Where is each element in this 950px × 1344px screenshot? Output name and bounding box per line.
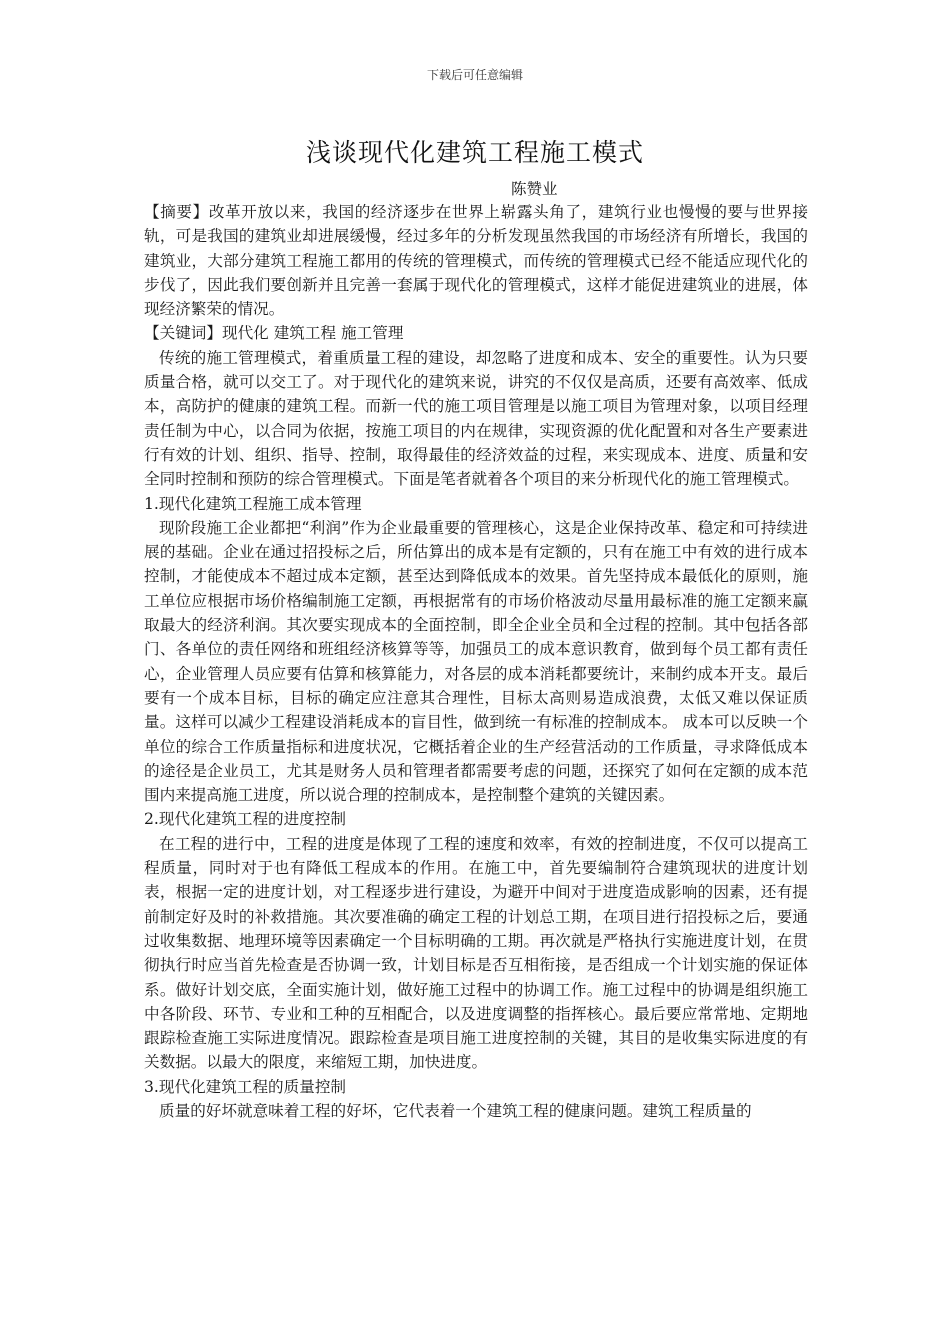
section-heading-quality: 3.现代化建筑工程的质量控制: [144, 1077, 347, 1096]
intro-paragraph: 传统的施工管理模式，着重质量工程的建设，却忽略了进度和成本、安全的重要性。认为只要质量合格，就可以交工了。对于现代化的建筑来说，讲究的不仅仅是高质，还要有高效率、低成本，高防护的健康的建筑工程。而新一代的施工项目管理是以施工项目为管理对象，以项目经理责任制为中心，以合同为依据，按施工项目的内在规律，实现资源的优化配置和对各生产要素进行有效的计划、组织、指导、控制，取得最佳的经济效益的过程，来实现成本、进度、质量和安全同时控制和预防的综合管理模式。下面是笔者就着各个项目的来分析现代化的施工管理模式。: [144, 348, 808, 489]
document-title: 浅谈现代化建筑工程施工模式: [305, 138, 644, 167]
section-paragraph-schedule: 在工程的进行中，工程的进度是体现了工程的速度和效率，有效的控制进度，不仅可以提高工程质量，同时对于也有降低工程成本的作用。在施工中，首先要编制符合建筑现状的进度计划表，根据一定的进度计划，对工程逐步进行建设，为避开中间对于进度造成影响的因素，还有提前制定好及时的补救措施。其次要准确的确定工程的计划总工期，在项目进行招投标之后，要通过收集数据、地理环境等因素确定一个目标明确的工期。再次就是严格执行实施进度计划，在贯彻执行时应当首先检查是否协调一致，计划目标是否互相衔接，是否组成一个计划实施的保证体系。做好计划交底，全面实施计划，做好施工过程中的协调工作。施工过程中的协调是组织施工中各阶段、环节、专业和工种的互相配合，以及进度调整的指挥核心。最后要应常常地、定期地跟踪检查施工实际进度情况。跟踪检查是项目施工进度控制的关键，其目的是收集实际进度的有关数据。以最大的限度，来缩短工期，加快进度。: [144, 834, 808, 1072]
section-heading-schedule: 2.现代化建筑工程的进度控制: [144, 810, 347, 829]
abstract-paragraph: 【摘要】改革开放以来，我国的经济逐步在世界上崭露头角了，建筑行业也慢慢的要与世界接轨，可是我国的建筑业却进展缓慢，经过多年的分析发现虽然我国的市场经济有所增长，我国的建筑业，大部分建筑工程施工都用的传统的管理模式，而传统的管理模式已经不能适应现代化的步伐了，因此我们要创新并且完善一套属于现代化的管理模式，这样才能促进建筑业的进展，体现经济繁荣的情况。: [144, 203, 808, 319]
section-heading-cost: 1.现代化建筑工程施工成本管理: [144, 494, 362, 513]
section-paragraph-cost: 现阶段施工企业都把“利润”作为企业最重要的管理核心，这是企业保持改革、稳定和可持续进展的基础。企业在通过招投标之后，所估算出的成本是有定额的，只有在施工中有效的进行成本控制，才能使成本不超过成本定额，甚至达到降低成本的效果。首先坚持成本最低化的原则，施工单位应根据市场价格编制施工定额，再根据常有的市场价格波动尽量用最标准的施工定额来赢取最大的经济利润。其次要实现成本的全面控制，即全企业全员和全过程的控制。其中包括各部门、各单位的责任网络和班组经济核算等等，加强员工的成本意识教育，做到每个员工都有责任心，企业管理人员应要有估算和核算能力，对各层的成本消耗都要统计，来制约成本开支。最后要有一个成本目标，目标的确定应注意其合理性，目标太高则易造成浪费，太低又难以保证质量。这样可以减少工程建设消耗成本的盲目性，做到统一有标准的控制成本。 成本可以反映一个单位的综合工作质量指标和进度状况，它概括着企业的生产经营活动的工作质量，寻求降低成本的途径是企业员工，尤其是财务人员和管理者都需要考虑的问题，还探究了如何在定额的成本范围内来提高施工进度，所以说合理的控制成本，是控制整个建筑的关键因素。: [144, 518, 808, 805]
author-name: 陈赞业: [511, 180, 558, 198]
header-note: 下载后可任意编辑: [426, 68, 523, 82]
document-body: [144, 200, 808, 1123]
keywords-line: 【关键词】现代化 建筑工程 施工管理: [144, 324, 404, 343]
section-paragraph-quality: 质量的好坏就意味着工程的好坏，它代表着一个建筑工程的健康问题。建筑工程质量的: [159, 1101, 752, 1120]
